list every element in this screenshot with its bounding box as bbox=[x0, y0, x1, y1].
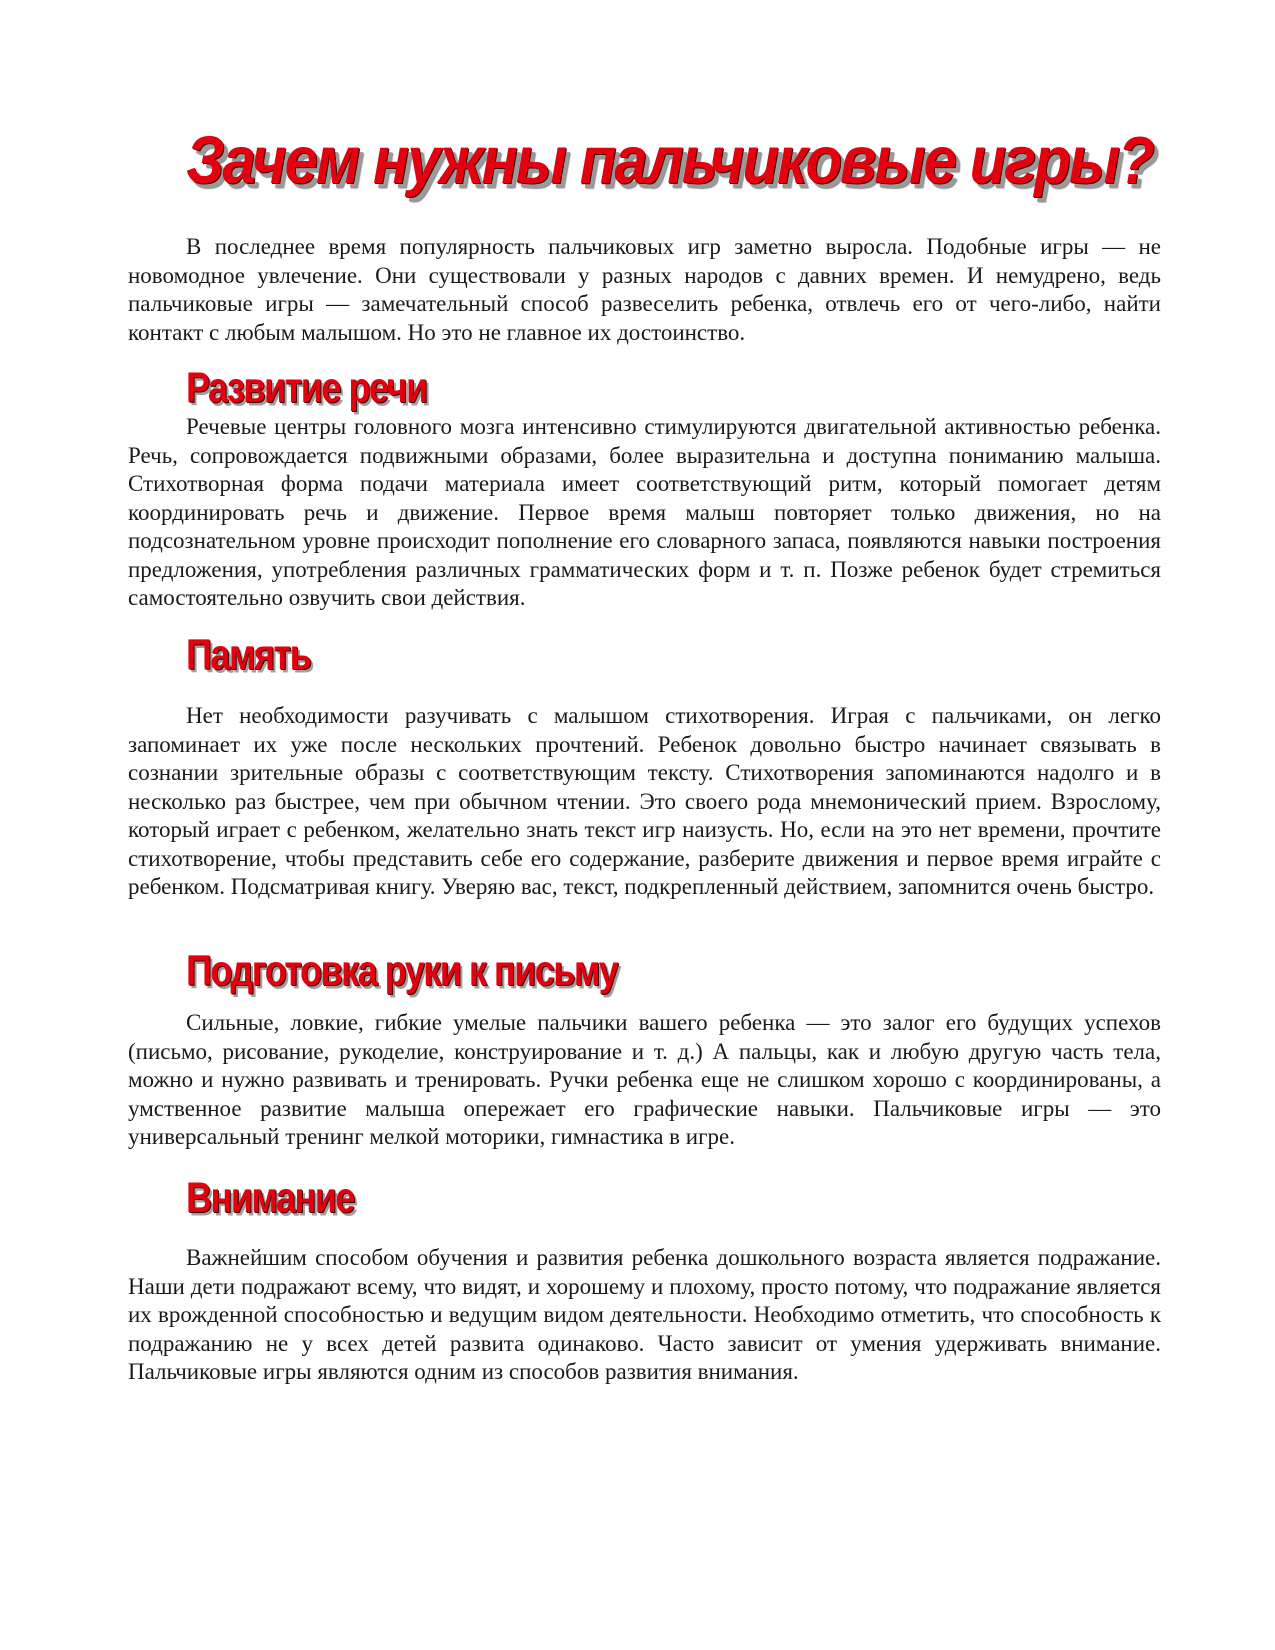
section-heading-handwriting: Подготовка руки к письму bbox=[186, 946, 618, 995]
section-heading-attention: Внимание bbox=[186, 1173, 354, 1222]
section-heading-memory: Память bbox=[186, 630, 311, 679]
section-heading-speech: Развитие речи bbox=[186, 363, 427, 412]
document-title: Зачем нужны пальчиковые игры? bbox=[186, 122, 1153, 198]
intro-paragraph: В последнее время популярность пальчиковых игр заметно выросла. Подобные игры — не новомодное увлечение. Они существовали у разных народов с давних времен. И немудрено, ведь пальчиковые игры — замечательный способ развеселить ребенка, отвлечь его от чего-либо, найти контакт с любым малышом. Но это не главное их достоинство. bbox=[128, 234, 1161, 345]
section-text-handwriting: Сильные, ловкие, гибкие умелые пальчики вашего ребенка — это залог его будущих успехов (письмо, рисование, рукоделие, конструирование и т. д.) А пальцы, как и любую другую часть тела, можно и нужно развивать и тренировать. Ручки ребенка еще не слишком хорошо с координированы, а умственное развитие малыша опережает его графические навыки. Пальчиковые игры — это универсальный тренинг мелкой моторики, гимнастика в игре. bbox=[128, 1010, 1161, 1149]
section-text-memory: Нет необходимости разучивать с малышом стихотворения. Играя с пальчиками, он легко запоминает их уже после нескольких прочтений. Ребенок довольно быстро начинает связывать в сознании зрительные образы с соответствующим тексту. Стихотворения запоминаются надолго и в несколько раз быстрее, чем при обычном чтении. Это своего рода мнемонический прием. Взрослому, который играет с ребенком, желательно знать текст игр наизусть. Но, если на это нет времени, прочтите стихотворение, чтобы представить себе его содержание, разберите движения и первое время играйте с ребенком. Подсматривая книгу. Уверяю вас, текст, подкрепленный действием, запомнится очень быстро. bbox=[128, 703, 1161, 899]
section-text-speech: Речевые центры головного мозга интенсивно стимулируются двигательной активностью ребенка. Речь, сопровождается подвижными образами, более выразительна и доступна пониманию малыша. Стихотворная форма подачи материала имеет соответствующий ритм, который помогает детям координировать речь и движение. Первое время малыш повторяет только движения, но на подсознательном уровне происходит пополнение его словарного запаса, появляются навыки построения предложения, употребления различных грамматических форм и т. п. Позже ребенок будет стремиться самостоятельно озвучить свои действия. bbox=[128, 414, 1161, 610]
section-text-attention: Важнейшим способом обучения и развития ребенка дошкольного возраста является подражание. Наши дети подражают всему, что видят, и хорошему и плохому, просто потому, что подражание является их врожденной способностью и ведущим видом деятельности. Необходимо отметить, что способность к подражанию не у всех детей развита одинаково. Часто зависит от умения удерживать внимание. Пальчиковые игры являются одним из способов развития внимания. bbox=[128, 1245, 1161, 1384]
